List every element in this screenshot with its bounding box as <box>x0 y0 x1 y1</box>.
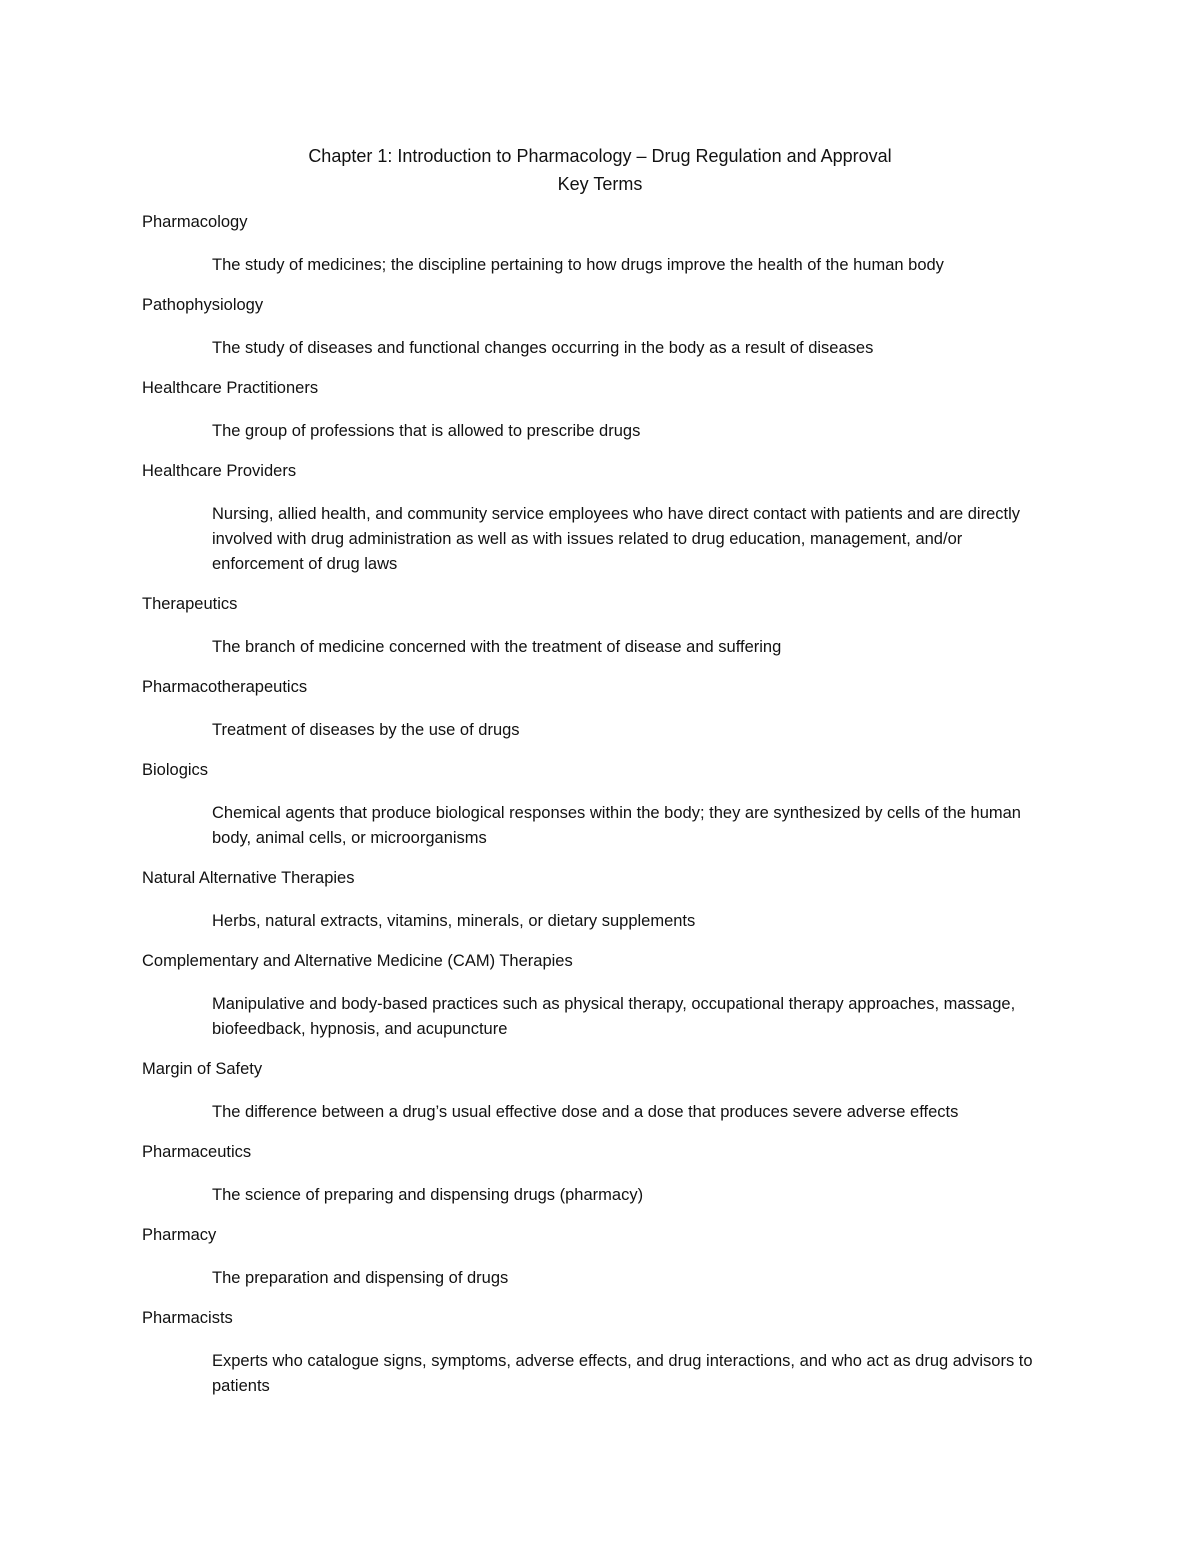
term-definition: Chemical agents that produce biological responses within the body; they are synthesized by cells of the human body, animal cells, or microorganisms <box>212 804 1021 847</box>
term-name: Natural Alternative Therapies <box>142 869 355 887</box>
term-name: Pathophysiology <box>142 296 264 314</box>
term-name: Margin of Safety <box>142 1060 263 1078</box>
term-definition: Nursing, allied health, and community service employees who have direct contact with patients and are directly involved with drug administration as well as with issues related to drug education, management, and/or enforcement of drug laws <box>212 505 1020 573</box>
term-name: Pharmacology <box>142 213 248 231</box>
term-name: Healthcare Practitioners <box>142 379 319 397</box>
term-definition: The branch of medicine concerned with the treatment of disease and suffering <box>212 638 782 656</box>
term-definition: The difference between a drug’s usual effective dose and a dose that produces severe adverse effects <box>212 1103 959 1121</box>
term-name: Pharmacotherapeutics <box>142 678 308 696</box>
term-definition: The group of professions that is allowed to prescribe drugs <box>212 422 641 440</box>
term-name: Healthcare Providers <box>142 462 297 480</box>
term-entry <box>142 676 1062 743</box>
term-name: Pharmaceutics <box>142 1143 252 1161</box>
page-subtitle: Key Terms <box>557 174 643 194</box>
term-definition: The preparation and dispensing of drugs <box>212 1269 509 1287</box>
term-name: Complementary and Alternative Medicine (CAM) Therapies <box>142 952 573 970</box>
term-name: Pharmacists <box>142 1309 233 1327</box>
term-entry <box>142 211 1062 278</box>
term-entry <box>142 377 1062 444</box>
term-entry <box>142 950 1062 1042</box>
term-name: Pharmacy <box>142 1226 217 1244</box>
term-definition: The study of medicines; the discipline pertaining to how drugs improve the health of the human body <box>212 256 944 274</box>
page-title: Chapter 1: Introduction to Pharmacology – Drug Regulation and Approval <box>308 146 892 166</box>
key-terms-list <box>142 211 1062 1415</box>
term-definition: Manipulative and body-based practices such as physical therapy, occupational therapy approaches, massage, biofeedback, hypnosis, and acupuncture <box>212 995 1016 1038</box>
term-definition: The science of preparing and dispensing drugs (pharmacy) <box>212 1186 644 1204</box>
term-entry <box>142 460 1062 577</box>
term-entry <box>142 1307 1062 1399</box>
term-definition: Experts who catalogue signs, symptoms, adverse effects, and drug interactions, and who act as drug advisors to patients <box>212 1352 1033 1395</box>
term-entry <box>142 867 1062 934</box>
term-definition: Herbs, natural extracts, vitamins, minerals, or dietary supplements <box>212 912 696 930</box>
term-entry <box>142 294 1062 361</box>
term-definition: The study of diseases and functional changes occurring in the body as a result of diseases <box>212 339 874 357</box>
term-entry <box>142 1141 1062 1208</box>
term-entry <box>142 759 1062 851</box>
term-entry <box>142 1058 1062 1125</box>
term-name: Therapeutics <box>142 595 238 613</box>
term-entry <box>142 1224 1062 1291</box>
term-entry <box>142 593 1062 660</box>
term-definition: Treatment of diseases by the use of drugs <box>212 721 520 739</box>
term-name: Biologics <box>142 761 209 779</box>
